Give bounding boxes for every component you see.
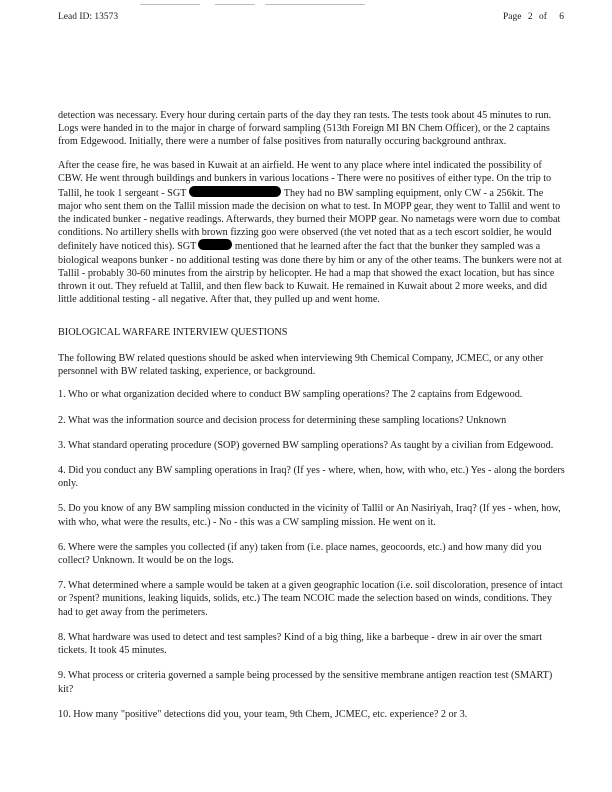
scan-artifact-line xyxy=(140,4,200,5)
redaction-bar xyxy=(198,239,232,250)
question-item: 3. What standard operating procedure (SOP) governed BW sampling operations? As taught by a civilian from Edgewood. xyxy=(58,439,554,451)
question-item: 6. Where were the samples you collected (if any) taken from (i.e. place names, geocoords, etc.) and how many did you collect? Unknown. It would be on the logs. xyxy=(58,541,542,567)
question-item: 7. What determined where a sample would be taken at a given geographic location (i.e. soil discoloration, presence of intact or ?spent? munitions, leaking liquids, solids, etc.) The team NCOIC made the selection based on winds, conditions. They had to get away from the perimeters. xyxy=(58,580,563,618)
page-current: 2 xyxy=(527,12,533,22)
document-body xyxy=(58,109,568,733)
scan-artifact-line xyxy=(215,4,255,5)
redaction-bar xyxy=(189,186,281,197)
question-item: 8. What hardware was used to detect and test samples? Kind of a big thing, like a barbeque - drew in air over the smart tickets. It took 45 minutes. xyxy=(58,631,543,657)
page-label: Page xyxy=(502,12,522,22)
paragraph: detection was necessary. Every hour during certain parts of the day they ran tests. The tests took about 45 minutes to run. Logs were handed in to the major in charge of forward sampling (513th Foreign MI BN Chem Officer), or the 2 captains from Edgewood. Initially, there were a number of false positives from naturally occuring background anthrax. xyxy=(58,110,552,148)
paragraph-text: mentioned that he learned after the fact that the bunker they sampled was a biological weapons bunker - no additional testing was done there by him or any of the other teams. The bunkers were not at Tallil - probably 30-60 minutes from the airstrip by helicopter. He had a map that showed the exact location, but has since thrown it out. They refueld at Tallil, and then flew back to Kuwait. He remained in Kuwait about 2 more weeks, and did little additional testing - all negative. After that, they pulled up and went home. xyxy=(58,241,562,306)
paragraph-text: After the cease fire, he was based in Kuwait at an airfield. He went to any place where intel indicated the possibility of CBW. He went through buildings and bunkers in various locations - There were no positives of either type. On the trip to Tallil, he took 1 sergeant - SGT xyxy=(58,160,552,199)
question-item: 9. What process or criteria governed a sample being processed by the sensitive membrane antigen reaction test (SMART) kit? xyxy=(58,670,553,695)
page-total: 6 xyxy=(559,12,564,22)
page-of: of xyxy=(538,12,547,22)
question-item: 1. Who or what organization decided where to conduct BW sampling operations? The 2 captains from Edgewood. xyxy=(58,389,523,401)
question-item: 10. How many "positive" detections did you, your team, 9th Chem, JCMEC, etc. experience? 2 or 3. xyxy=(58,708,468,720)
lead-id: Lead ID: 13573 xyxy=(58,12,119,22)
paragraph xyxy=(58,159,568,306)
question-item: 5. Do you know of any BW sampling mission conducted in the vicinity of Tallil or An Nasiriyah, Iraq? (If yes - when, how, with who, what were the results, etc.) - No - this was a CW sampling mission. He went on it. xyxy=(58,503,561,528)
question-item: 2. What was the information source and decision process for determining these sampling locations? Unknown xyxy=(58,414,507,426)
scan-artifact-line xyxy=(265,4,365,5)
page-number xyxy=(499,12,564,22)
paragraph: The following BW related questions should be asked when interviewing 9th Chemical Company, JCMEC, or any other personnel with BW related tasking, experience, or background. xyxy=(58,352,544,377)
question-item: 4. Did you conduct any BW sampling operations in Iraq? (If yes - where, when, how, with who, etc.) Yes - along the borders only. xyxy=(58,465,565,490)
paragraph-text: They had no BW sampling equipment, only CW - a 256kit. The major who sent them on the Tallil mission made the decision on what to test. In MOPP gear, they went to Tallil and went to the indicated bunker - negative readings. Afterwards, they burned their MOPP gear. No nametags were worn due to combat conditions. No artillery shells with brown fizzing goo were observed (the vet noted that as a tech escort soldier, he would definitely have noticed this). SGT xyxy=(58,187,561,253)
question-list xyxy=(58,388,568,720)
section-heading: BIOLOGICAL WARFARE INTERVIEW QUESTIONS xyxy=(58,327,288,339)
